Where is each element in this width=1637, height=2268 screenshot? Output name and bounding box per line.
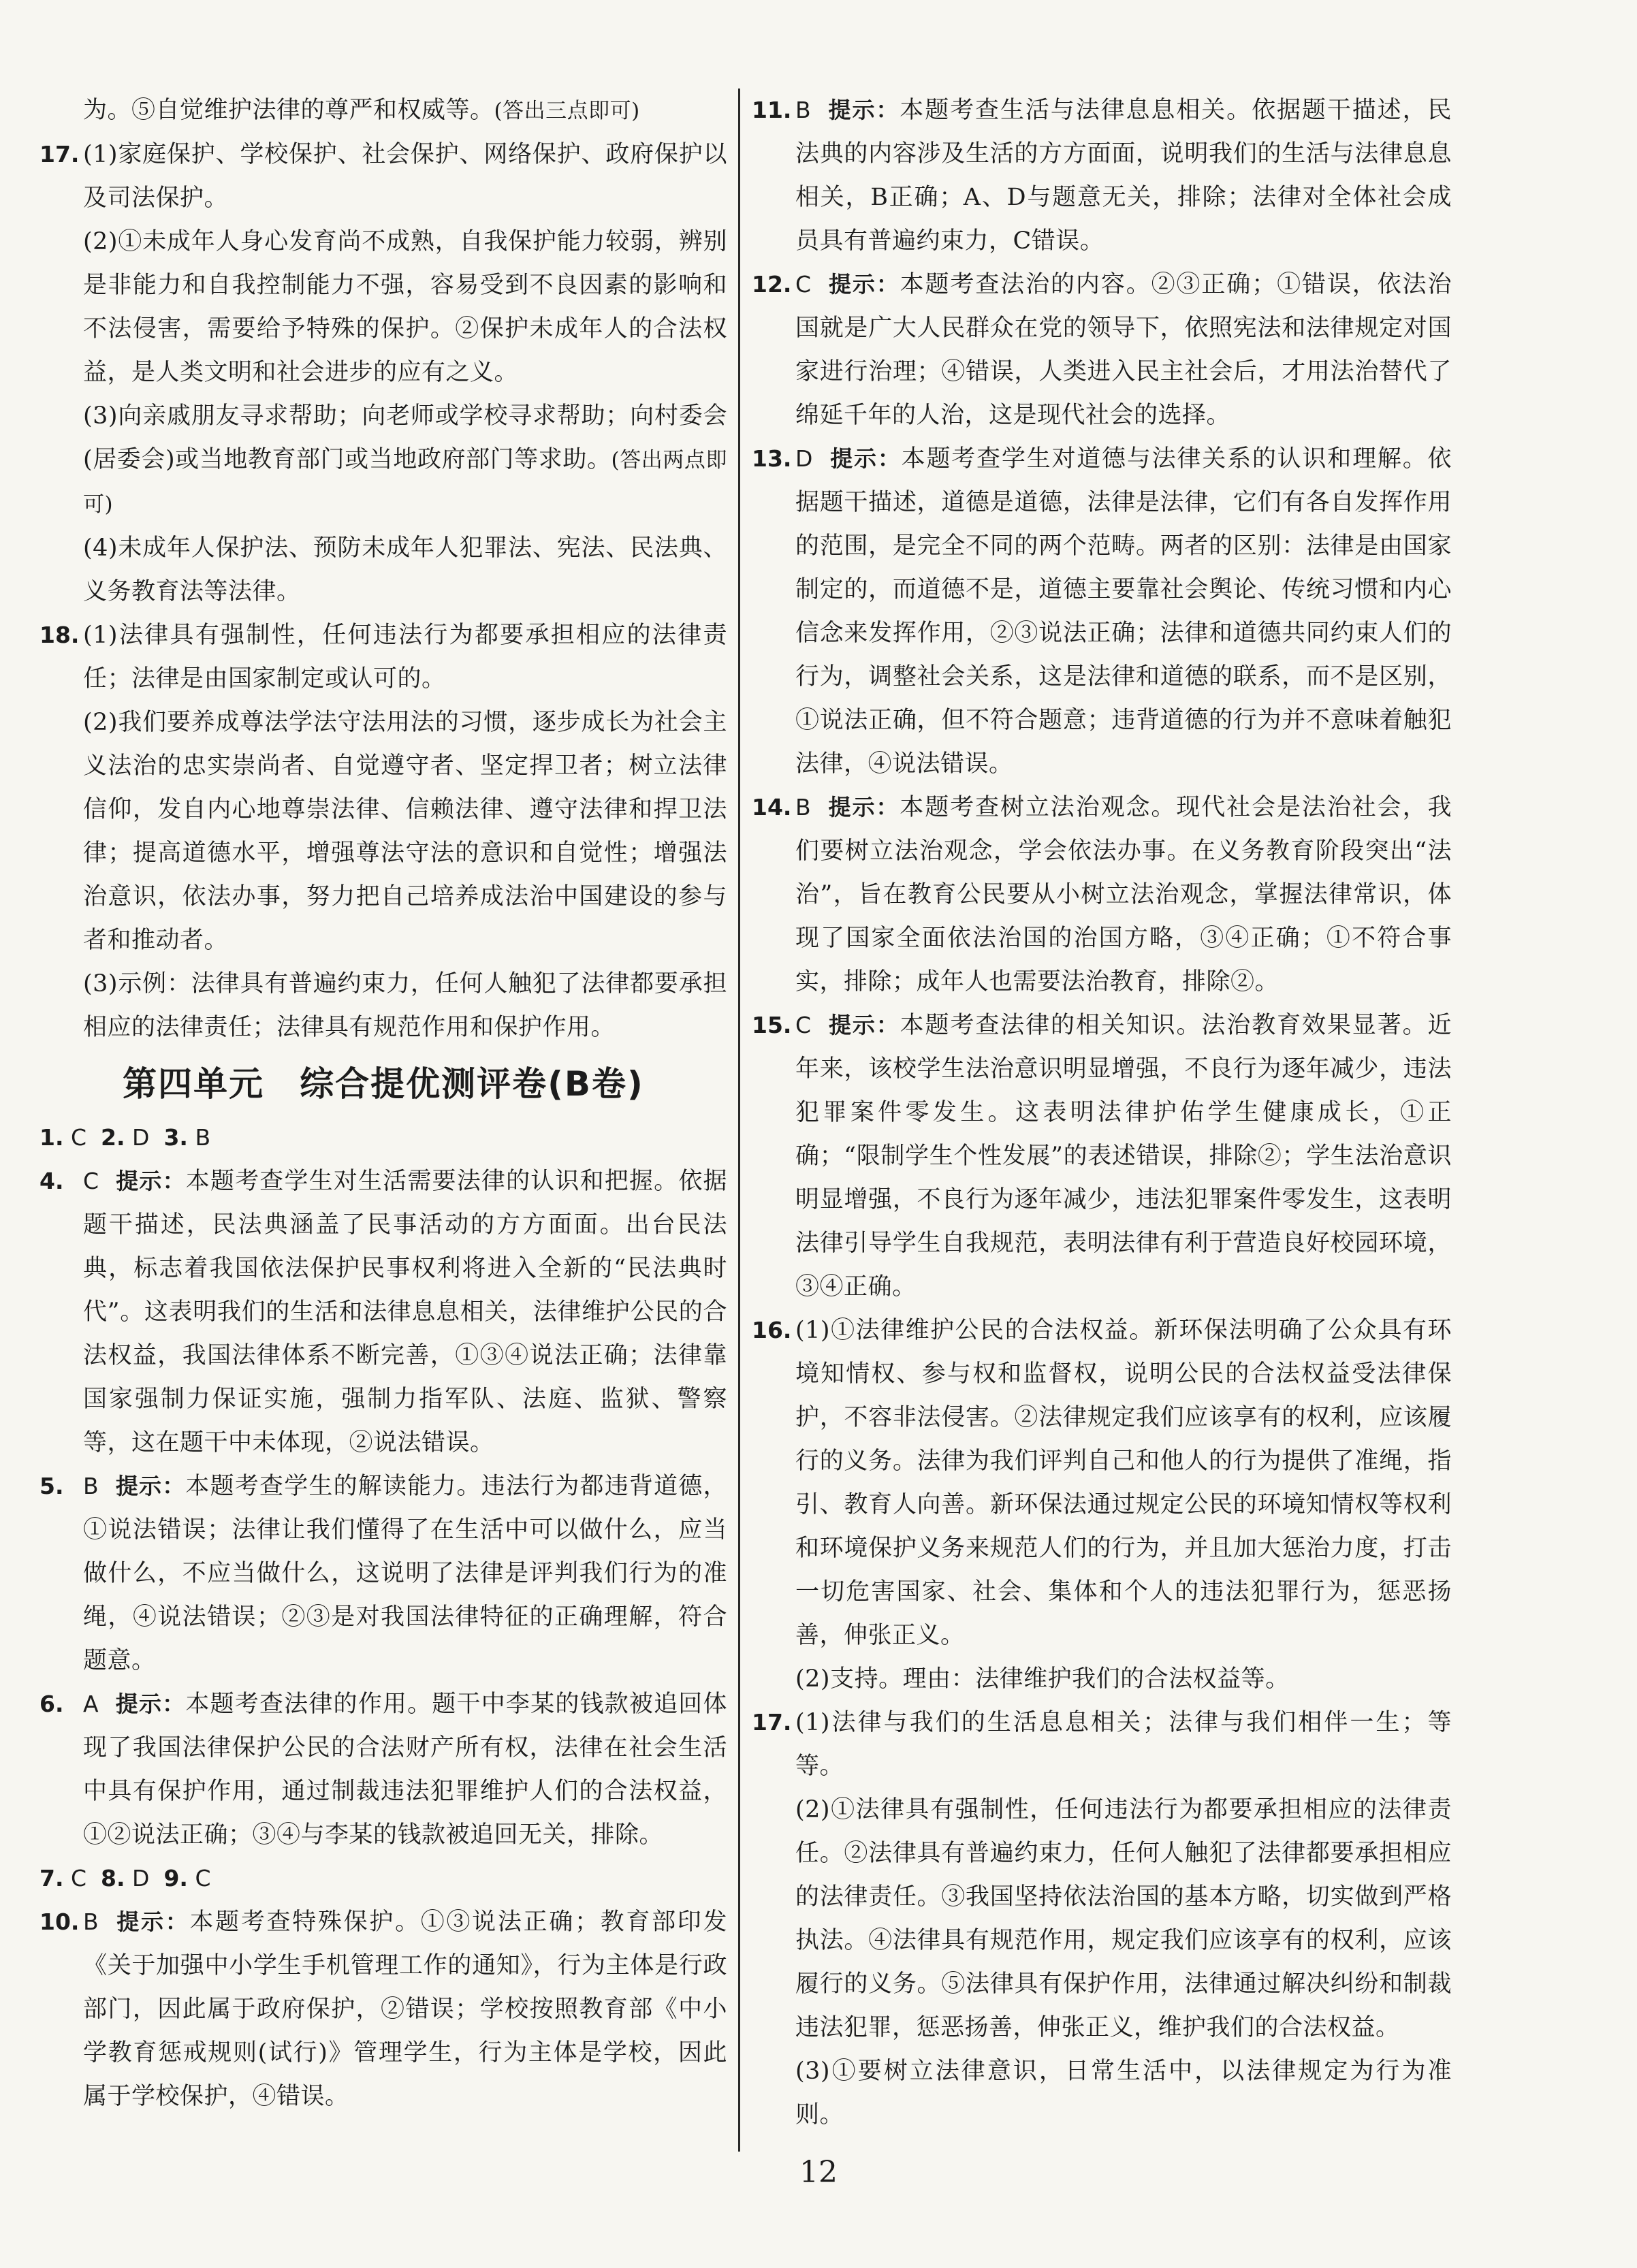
question-12 [752,263,1452,437]
question-number: 17. [752,1709,792,1736]
hint-label: 提示： [115,1473,186,1499]
answer-part: (3)示例：法律具有普遍约束力，任何人触犯了法律都要承担相应的法律责任；法律具有规范作用和保护作用。 [83,970,727,1041]
answer-explanation [83,1682,727,1857]
answer-text: (3)向亲戚朋友寻求帮助；向老师或学校寻求帮助；向村委会(居委会)或当地教育部门或当地政府部门等求助。 [83,402,727,473]
note: (答出两点即可) [83,448,727,517]
quick-answers-7-9 [39,1857,727,1900]
question-number: 7. [39,1865,64,1891]
page-number: 12 [799,2155,838,2190]
question-number: 13. [752,445,792,472]
answer-part: (1)家庭保护、学校保护、社会保护、网络保护、政府保护以及司法保护。 [83,141,727,212]
question-number: 8. [101,1865,125,1891]
hint-label: 提示： [827,271,900,298]
question-number: 9. [163,1865,188,1891]
question-number: 11. [752,97,792,123]
answer-letter: D [132,1124,150,1151]
answer-letter: B [83,1473,99,1499]
answer-part: (1)①法律维护公民的合法权益。新环保法明确了公众具有环境知情权、参与权和监督权，说明公民的合法权益受法律保护，不容非法侵害。②法律规定我们应该享有的权利，应该履行的义务。法律为我们评判自己和他人的行为提供了准绳，指引、教育人向善。新环保法通过规定公民的环境知情权等权利和环境保护义务来规范人们的行为，并且加大惩治力度，打击一切危害国家、社会、集体和个人的违法犯罪行为，惩恶扬善，伸张正义。 [795,1317,1452,1649]
hint-label: 提示： [115,1908,190,1935]
question-10 [39,1900,727,2118]
question-17-left [39,133,727,613]
answer-letter: D [132,1865,150,1891]
answer-explanation [83,1900,727,2118]
question-17-right [752,1701,1452,2137]
hint-text: 本题考查学生对道德与法律关系的认识和理解。依据题干描述，道德是道德，法律是法律，它们有各自发挥作用的范围，是完全不同的两个范畴。两者的区别：法律是由国家制定的，而道德不是，道德主要靠社会舆论、传统习惯和内心信念来发挥作用，②③说法正确；法律和道德共同约束人们的行为，调整社会关系，这是法律和道德的联系，而不是区别，①说法正确，但不符合题意；违背道德的行为并不意味着触犯法律，④说法错误。 [795,445,1452,778]
question-number: 5. [39,1473,64,1499]
answer-explanation [795,437,1452,786]
question-13 [752,437,1452,786]
hint-text: 本题考查树立法治观念。现代社会是法治社会，我们要树立法治观念，学会依法办事。在义务教育阶段突出“法治”，旨在教育公民要从小树立法治观念，掌握法律常识，体现了国家全面依法治国的治国方略，③④正确；①不符合事实，排除；成年人也需要法治教育，排除②。 [795,794,1452,995]
answer-letter: A [83,1691,99,1717]
hint-label: 提示： [827,794,900,820]
hint-text: 本题考查学生的解读能力。违法行为都违背道德，①说法错误；法律让我们懂得了在生活中可以做什么，应当做什么，不应当做什么，这说明了法律是评判我们行为的准绳，④说法错误；②③是对我国法律特征的正确理解，符合题意。 [83,1473,727,1674]
answer-part [83,394,727,526]
continued-answer-16 [39,89,727,133]
answer-letter: B [795,794,812,820]
question-6 [39,1682,727,1857]
question-number: 4. [39,1168,64,1194]
question-14 [752,786,1452,1004]
answer-part: (1)法律具有强制性，任何违法行为都要承担相应的法律责任；法律是由国家制定或认可的。 [83,622,727,692]
answer-explanation [83,1160,727,1465]
answer-part: (2)我们要养成尊法学法守法用法的习惯，逐步成长为社会主义法治的忠实崇尚者、自觉遵守者、坚定捍卫者；树立法律信仰，发自内心地尊崇法律、信赖法律、遵守法律和捍卫法律；提高道德水平，增强尊法守法的意识和自觉性；增强法治意识，依法办事，努力把自己培养成法治中国建设的参与者和推动者。 [83,709,727,954]
column-divider [738,89,740,2152]
question-number: 3. [163,1124,188,1151]
answer-explanation [795,263,1452,437]
continued-text: 为。⑤自觉维护法律的尊严和权威等。 [83,97,494,124]
question-number: 16. [752,1317,792,1343]
answer-part: (2)①未成年人身心发育尚不成熟，自我保护能力较弱，辨别是非能力和自我控制能力不强，容易受到不良因素的影响和不法侵害，需要给予特殊的保护。②保护未成年人的合法权益，是人类文明和社会进步的应有之义。 [83,228,727,386]
hint-text: 本题考查特殊保护。①③说法正确；教育部印发《关于加强中小学生手机管理工作的通知》，行为主体是行政部门，因此属于政府保护，②错误；学校按照教育部《中小学教育惩戒规则(试行)》管理学生，行为主体是学校，因此属于学校保护，④错误。 [83,1908,727,2110]
hint-text: 本题考查生活与法律息息相关。依据题干描述，民法典的内容涉及生活的方方面面，说明我们的生活与法律息息相关，B正确；A、D与题意无关，排除；法律对全体社会成员具有普遍约束力，C错误。 [795,97,1452,255]
hint-text: 本题考查法律的相关知识。法治教育效果显著。近年来，该校学生法治意识明显增强，不良行为逐年减少，违法犯罪案件零发生。这表明法律护佑学生健康成长，①正确；“限制学生个性发展”的表述错误，排除②；学生法治意识明显增强，不良行为逐年减少，违法犯罪案件零发生，这表明法律引导学生自我规范，表明法律有利于营造良好校园环境，③④正确。 [795,1012,1452,1300]
answer-letter: B [795,97,812,123]
hint-label: 提示： [115,1691,186,1717]
answer-letter: C [795,271,812,298]
answer-part: (2)①法律具有强制性，任何违法行为都要承担相应的法律责任。②法律具有普遍约束力，任何人触犯了法律都要承担相应的法律责任。③我国坚持依法治国的基本方略，切实做到严格执法。④法律具有规范作用，规定我们应该享有的权利，应该履行的义务。⑤法律具有保护作用，法律通过解决纠纷和制裁违法犯罪，惩恶扬善，伸张正义，维护我们的合法权益。 [795,1796,1452,2041]
answer-letter: C [195,1865,211,1891]
hint-label: 提示： [829,445,902,472]
answer-letter: C [795,1012,812,1038]
answer-explanation [795,89,1452,263]
question-11 [752,89,1452,263]
answer-part: (1)法律与我们的生活息息相关；法律与我们相伴一生；等等。 [795,1709,1452,1780]
note: (答出三点即可) [494,99,640,123]
answer-letter: D [795,445,813,472]
question-number: 6. [39,1691,64,1717]
question-number: 12. [752,271,792,298]
answer-explanation [795,1004,1452,1309]
hint-label: 提示： [827,1012,900,1038]
answer-explanation [795,786,1452,1004]
answer-explanation [83,1465,727,1682]
question-number: 17. [39,141,80,167]
question-number: 18. [39,622,80,648]
question-18-left [39,613,727,1049]
answer-part: (2)支持。理由：法律维护我们的合法权益等。 [795,1665,1290,1693]
question-4 [39,1160,727,1465]
hint-label: 提示： [827,97,900,123]
question-16 [752,1309,1452,1701]
question-number: 1. [39,1124,64,1151]
question-15 [752,1004,1452,1309]
hint-text: 本题考查学生对生活需要法律的认识和把握。依据题干描述，民法典涵盖了民事活动的方方面面。出台民法典，标志着我国依法保护民事权利将进入全新的“民法典时代”。这表明我们的生活和法律息息相关，法律维护公民的合法权益，我国法律体系不断完善，①③④说法正确；法律靠国家强制力保证实施，强制力指军队、法庭、监狱、警察等，这在题干中未体现，②说法错误。 [83,1168,727,1456]
quick-answers-1-3 [39,1116,727,1160]
section-title: 第四单元 综合提优测评卷(B卷) [123,1064,644,1104]
hint-text: 本题考查法治的内容。②③正确；①错误，依法治国就是广大人民群众在党的领导下，依照宪法和法律规定对国家进行治理；④错误，人类进入民主社会后，才用法治替代了绵延千年的人治，这是现代社会的选择。 [795,271,1452,429]
answer-part: (4)未成年人保护法、预防未成年人犯罪法、宪法、民法典、义务教育法等法律。 [83,534,727,605]
answer-part: (3)①要树立法律意识，日常生活中，以法律规定为行为准则。 [795,2058,1452,2128]
question-number: 14. [752,794,792,820]
answer-letter: B [195,1124,211,1151]
right-column [752,89,1452,2137]
hint-text: 本题考查法律的作用。题干中李某的钱款被追回体现了我国法律保护公民的合法财产所有权，法律在社会生活中具有保护作用，通过制裁违法犯罪维护人们的合法权益，①②说法正确；③④与李某的钱款被追回无关，排除。 [83,1691,727,1849]
question-number: 15. [752,1012,792,1038]
answer-letter: C [71,1865,87,1891]
answer-letter: C [71,1124,87,1151]
left-column [39,89,727,2118]
question-5 [39,1465,727,1682]
question-number: 10. [39,1908,80,1935]
answer-letter: B [83,1908,99,1935]
answer-letter: C [83,1168,99,1194]
question-number: 2. [101,1124,125,1151]
hint-label: 提示： [115,1168,186,1194]
